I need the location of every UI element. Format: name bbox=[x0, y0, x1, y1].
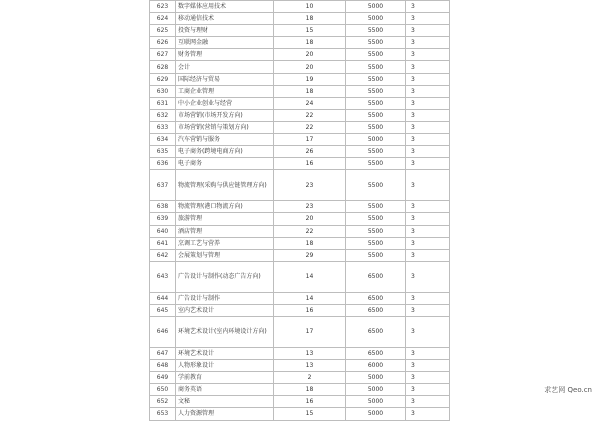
major-name-cell: 中小企业创业与经营 bbox=[176, 97, 274, 109]
table-row bbox=[150, 292, 450, 304]
major-code-cell: 624 bbox=[150, 13, 176, 25]
study-years-cell: 3 bbox=[406, 121, 450, 133]
plan-count-cell: 14 bbox=[274, 261, 346, 292]
major-code-cell: 652 bbox=[150, 396, 176, 408]
major-code-cell: 648 bbox=[150, 360, 176, 372]
study-years-cell: 3 bbox=[406, 170, 450, 201]
tuition-fee-cell: 5500 bbox=[346, 109, 406, 121]
study-years-cell: 3 bbox=[406, 249, 450, 261]
study-years-cell: 3 bbox=[406, 372, 450, 384]
table-row bbox=[150, 146, 450, 158]
table-row bbox=[150, 261, 450, 292]
major-code-cell: 634 bbox=[150, 134, 176, 146]
tuition-fee-cell: 5500 bbox=[346, 146, 406, 158]
tuition-fee-cell: 5500 bbox=[346, 213, 406, 225]
study-years-cell: 3 bbox=[406, 1, 450, 13]
plan-count-cell: 20 bbox=[274, 61, 346, 73]
major-name-cell: 市场营销(营销与策划方向) bbox=[176, 121, 274, 133]
major-code-cell: 638 bbox=[150, 201, 176, 213]
tuition-fee-cell: 6500 bbox=[346, 304, 406, 316]
table-body bbox=[150, 1, 450, 421]
table-row bbox=[150, 109, 450, 121]
major-name-cell: 工商企业管理 bbox=[176, 85, 274, 97]
study-years-cell: 3 bbox=[406, 134, 450, 146]
study-years-cell: 3 bbox=[406, 49, 450, 61]
plan-count-cell: 26 bbox=[274, 146, 346, 158]
table-row bbox=[150, 134, 450, 146]
study-years-cell: 3 bbox=[406, 158, 450, 170]
study-years-cell: 3 bbox=[406, 25, 450, 37]
major-name-cell: 文秘 bbox=[176, 396, 274, 408]
study-years-cell: 3 bbox=[406, 396, 450, 408]
table-row bbox=[150, 213, 450, 225]
plan-count-cell: 16 bbox=[274, 396, 346, 408]
major-name-cell: 电子商务(跨境电商方向) bbox=[176, 146, 274, 158]
tuition-fee-cell: 5000 bbox=[346, 408, 406, 420]
plan-count-cell: 10 bbox=[274, 1, 346, 13]
major-name-cell: 物流管理(港口物流方向) bbox=[176, 201, 274, 213]
major-name-cell: 物流管理(采购与供应链管理方向) bbox=[176, 170, 274, 201]
table-row bbox=[150, 372, 450, 384]
major-code-cell: 642 bbox=[150, 249, 176, 261]
study-years-cell: 3 bbox=[406, 97, 450, 109]
major-name-cell: 互联网金融 bbox=[176, 37, 274, 49]
study-years-cell: 3 bbox=[406, 13, 450, 25]
major-code-cell: 640 bbox=[150, 225, 176, 237]
plan-count-cell: 20 bbox=[274, 49, 346, 61]
major-name-cell: 广告设计与制作(动态广告方向) bbox=[176, 261, 274, 292]
major-name-cell: 旅游管理 bbox=[176, 213, 274, 225]
study-years-cell: 3 bbox=[406, 201, 450, 213]
study-years-cell: 3 bbox=[406, 213, 450, 225]
tuition-fee-cell: 6500 bbox=[346, 292, 406, 304]
major-name-cell: 烹调工艺与营养 bbox=[176, 237, 274, 249]
study-years-cell: 3 bbox=[406, 360, 450, 372]
major-code-cell: 636 bbox=[150, 158, 176, 170]
table-row bbox=[150, 408, 450, 420]
major-name-cell: 人物形象设计 bbox=[176, 360, 274, 372]
table-row bbox=[150, 249, 450, 261]
table-row bbox=[150, 360, 450, 372]
major-code-cell: 628 bbox=[150, 61, 176, 73]
major-name-cell: 财务管理 bbox=[176, 49, 274, 61]
major-code-cell: 650 bbox=[150, 384, 176, 396]
tuition-fee-cell: 5500 bbox=[346, 61, 406, 73]
plan-count-cell: 22 bbox=[274, 225, 346, 237]
tuition-fee-cell: 5500 bbox=[346, 225, 406, 237]
plan-count-cell: 16 bbox=[274, 304, 346, 316]
plan-count-cell: 18 bbox=[274, 85, 346, 97]
plan-count-cell: 23 bbox=[274, 170, 346, 201]
tuition-fee-cell: 6000 bbox=[346, 360, 406, 372]
major-name-cell: 环境艺术设计 bbox=[176, 347, 274, 359]
major-name-cell: 汽车营销与服务 bbox=[176, 134, 274, 146]
plan-count-cell: 22 bbox=[274, 121, 346, 133]
major-code-cell: 625 bbox=[150, 25, 176, 37]
plan-count-cell: 17 bbox=[274, 316, 346, 347]
plan-count-cell: 13 bbox=[274, 347, 346, 359]
major-code-cell: 646 bbox=[150, 316, 176, 347]
major-name-cell: 室内艺术设计 bbox=[176, 304, 274, 316]
plan-count-cell: 29 bbox=[274, 249, 346, 261]
major-code-cell: 632 bbox=[150, 109, 176, 121]
tuition-fee-cell: 5500 bbox=[346, 97, 406, 109]
tuition-fee-cell: 5000 bbox=[346, 396, 406, 408]
tuition-fee-cell: 5500 bbox=[346, 237, 406, 249]
tuition-fee-cell: 5000 bbox=[346, 1, 406, 13]
plan-count-cell: 18 bbox=[274, 13, 346, 25]
major-name-cell: 酒店管理 bbox=[176, 225, 274, 237]
major-code-cell: 626 bbox=[150, 37, 176, 49]
study-years-cell: 3 bbox=[406, 304, 450, 316]
major-code-cell: 649 bbox=[150, 372, 176, 384]
plan-count-cell: 2 bbox=[274, 372, 346, 384]
table-row bbox=[150, 396, 450, 408]
major-name-cell: 人力资源管理 bbox=[176, 408, 274, 420]
plan-count-cell: 15 bbox=[274, 408, 346, 420]
tuition-fee-cell: 5000 bbox=[346, 384, 406, 396]
tuition-fee-cell: 5500 bbox=[346, 85, 406, 97]
major-name-cell: 环境艺术设计(室内环境设计方向) bbox=[176, 316, 274, 347]
study-years-cell: 3 bbox=[406, 384, 450, 396]
major-name-cell: 会展策划与管理 bbox=[176, 249, 274, 261]
tuition-fee-cell: 5000 bbox=[346, 13, 406, 25]
major-code-cell: 633 bbox=[150, 121, 176, 133]
major-code-cell: 631 bbox=[150, 97, 176, 109]
major-code-cell: 635 bbox=[150, 146, 176, 158]
study-years-cell: 3 bbox=[406, 261, 450, 292]
major-code-cell: 645 bbox=[150, 304, 176, 316]
table-row bbox=[150, 304, 450, 316]
table-row bbox=[150, 201, 450, 213]
tuition-fee-cell: 5000 bbox=[346, 134, 406, 146]
site-watermark: 求艺网 Qeo.cn bbox=[544, 386, 592, 394]
major-name-cell: 学前教育 bbox=[176, 372, 274, 384]
major-code-cell: 629 bbox=[150, 73, 176, 85]
plan-count-cell: 15 bbox=[274, 25, 346, 37]
study-years-cell: 3 bbox=[406, 225, 450, 237]
table-row bbox=[150, 49, 450, 61]
study-years-cell: 3 bbox=[406, 109, 450, 121]
tuition-fee-cell: 5000 bbox=[346, 372, 406, 384]
major-code-cell: 639 bbox=[150, 213, 176, 225]
table-row bbox=[150, 225, 450, 237]
study-years-cell: 3 bbox=[406, 85, 450, 97]
major-name-cell: 投资与理财 bbox=[176, 25, 274, 37]
table-row bbox=[150, 158, 450, 170]
study-years-cell: 3 bbox=[406, 237, 450, 249]
study-years-cell: 3 bbox=[406, 61, 450, 73]
tuition-fee-cell: 5500 bbox=[346, 201, 406, 213]
tuition-fee-cell: 5500 bbox=[346, 49, 406, 61]
major-code-cell: 637 bbox=[150, 170, 176, 201]
table-row bbox=[150, 37, 450, 49]
tuition-fee-cell: 5500 bbox=[346, 121, 406, 133]
plan-count-cell: 17 bbox=[274, 134, 346, 146]
major-code-cell: 623 bbox=[150, 1, 176, 13]
plan-count-cell: 23 bbox=[274, 201, 346, 213]
major-name-cell: 会计 bbox=[176, 61, 274, 73]
tuition-fee-cell: 5500 bbox=[346, 249, 406, 261]
major-name-cell: 电子商务 bbox=[176, 158, 274, 170]
major-code-cell: 653 bbox=[150, 408, 176, 420]
major-code-cell: 641 bbox=[150, 237, 176, 249]
table-row bbox=[150, 25, 450, 37]
major-name-cell: 商务英语 bbox=[176, 384, 274, 396]
study-years-cell: 3 bbox=[406, 37, 450, 49]
major-name-cell: 广告设计与制作 bbox=[176, 292, 274, 304]
plan-count-cell: 24 bbox=[274, 97, 346, 109]
major-code-cell: 630 bbox=[150, 85, 176, 97]
plan-count-cell: 18 bbox=[274, 384, 346, 396]
plan-count-cell: 16 bbox=[274, 158, 346, 170]
tuition-fee-cell: 6500 bbox=[346, 261, 406, 292]
table-row bbox=[150, 13, 450, 25]
table-row bbox=[150, 61, 450, 73]
plan-count-cell: 13 bbox=[274, 360, 346, 372]
table-row bbox=[150, 384, 450, 396]
table-row bbox=[150, 316, 450, 347]
major-name-cell: 市场营销(市场开发方向) bbox=[176, 109, 274, 121]
tuition-fee-cell: 5500 bbox=[346, 170, 406, 201]
study-years-cell: 3 bbox=[406, 73, 450, 85]
major-code-cell: 643 bbox=[150, 261, 176, 292]
plan-count-cell: 18 bbox=[274, 37, 346, 49]
major-name-cell: 国际经济与贸易 bbox=[176, 73, 274, 85]
study-years-cell: 3 bbox=[406, 292, 450, 304]
table-row bbox=[150, 237, 450, 249]
tuition-fee-cell: 5500 bbox=[346, 37, 406, 49]
major-name-cell: 数字媒体应用技术 bbox=[176, 1, 274, 13]
major-code-cell: 644 bbox=[150, 292, 176, 304]
enrollment-table-page bbox=[149, 0, 449, 421]
table-row bbox=[150, 85, 450, 97]
tuition-fee-cell: 5500 bbox=[346, 73, 406, 85]
plan-count-cell: 18 bbox=[274, 237, 346, 249]
table-row bbox=[150, 1, 450, 13]
tuition-fee-cell: 5500 bbox=[346, 158, 406, 170]
tuition-fee-cell: 6500 bbox=[346, 316, 406, 347]
table-row bbox=[150, 347, 450, 359]
major-enrollment-table bbox=[149, 0, 450, 421]
major-code-cell: 627 bbox=[150, 49, 176, 61]
study-years-cell: 3 bbox=[406, 146, 450, 158]
table-row bbox=[150, 170, 450, 201]
major-name-cell: 移动通信技术 bbox=[176, 13, 274, 25]
study-years-cell: 3 bbox=[406, 347, 450, 359]
study-years-cell: 3 bbox=[406, 408, 450, 420]
plan-count-cell: 19 bbox=[274, 73, 346, 85]
table-row bbox=[150, 73, 450, 85]
tuition-fee-cell: 6500 bbox=[346, 347, 406, 359]
plan-count-cell: 14 bbox=[274, 292, 346, 304]
plan-count-cell: 20 bbox=[274, 213, 346, 225]
major-code-cell: 647 bbox=[150, 347, 176, 359]
tuition-fee-cell: 5500 bbox=[346, 25, 406, 37]
plan-count-cell: 22 bbox=[274, 109, 346, 121]
table-row bbox=[150, 97, 450, 109]
study-years-cell: 3 bbox=[406, 316, 450, 347]
table-row bbox=[150, 121, 450, 133]
